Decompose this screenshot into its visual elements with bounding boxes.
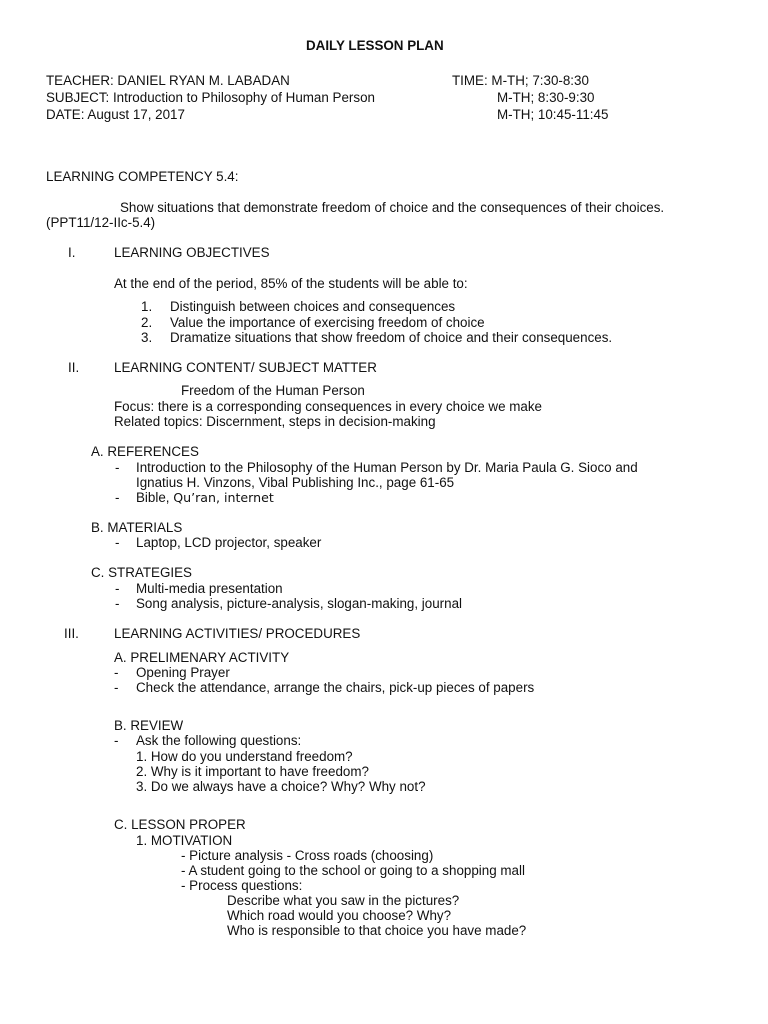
objectives-intro: At the end of the period, 85% of the students will be able to:: [114, 276, 468, 291]
activities-heading: LEARNING ACTIVITIES/ PROCEDURES: [114, 626, 361, 641]
section-number: I.: [68, 245, 76, 260]
objectives-heading: LEARNING OBJECTIVES: [114, 245, 270, 260]
reference-item-cont: Ignatius H. Vinzons, Vibal Publishing Inc., page 61-65: [136, 475, 455, 490]
bullet-dash: -: [115, 490, 120, 505]
section-number: II.: [68, 360, 80, 375]
list-number: 2.: [141, 315, 153, 330]
process-question: Who is responsible to that choice you have made?: [227, 923, 527, 938]
reference-quran: Qu’ran, internet: [173, 490, 274, 505]
bullet-dash: -: [115, 581, 120, 596]
review-question: 1. How do you understand freedom?: [136, 749, 353, 764]
objective-item: Distinguish between choices and consequences: [170, 299, 456, 314]
preliminary-item: Opening Prayer: [136, 665, 230, 680]
motivation-item: - Picture analysis - Cross roads (choosing): [181, 848, 434, 863]
strategy-item: Multi-media presentation: [136, 581, 283, 596]
document-title: DAILY LESSON PLAN: [306, 38, 444, 53]
reference-bible: Bible,: [136, 490, 174, 505]
list-number: 1.: [141, 299, 153, 314]
strategy-item: Song analysis, picture-analysis, slogan-making, journal: [136, 596, 463, 611]
competency-text: Show situations that demonstrate freedom of choice and the consequences of their choices.: [120, 200, 665, 215]
teacher-line: TEACHER: DANIEL RYAN M. LABADAN: [46, 73, 290, 88]
section-number: III.: [64, 626, 79, 641]
reference-item: Introduction to the Philosophy of the Human Person by Dr. Maria Paula G. Sioco and: [136, 460, 638, 475]
content-topic: Freedom of the Human Person: [181, 383, 365, 398]
subject-line: SUBJECT: Introduction to Philosophy of Human Person: [46, 90, 375, 105]
motivation-item: - A student going to the school or going to a shopping mall: [181, 863, 525, 878]
motivation-item: - Process questions:: [181, 878, 303, 893]
materials-label: B. MATERIALS: [91, 520, 183, 535]
bullet-dash: -: [114, 680, 119, 695]
competency-code: (PPT11/12-IIc-5.4): [46, 215, 156, 230]
bullet-dash: -: [114, 733, 119, 748]
materials-item: Laptop, LCD projector, speaker: [136, 535, 322, 550]
lesson-proper-label: C. LESSON PROPER: [114, 817, 246, 832]
strategies-label: C. STRATEGIES: [91, 565, 192, 580]
date-line: DATE: August 17, 2017: [46, 107, 185, 122]
review-label: B. REVIEW: [114, 718, 184, 733]
review-question: 3. Do we always have a choice? Why? Why not?: [136, 779, 426, 794]
time-line-3: M-TH; 10:45-11:45: [497, 107, 609, 122]
time-line-2: M-TH; 8:30-9:30: [497, 90, 595, 105]
bullet-dash: -: [114, 665, 119, 680]
objective-item: Value the importance of exercising freedom of choice: [170, 315, 485, 330]
bullet-dash: -: [115, 460, 120, 475]
list-number: 3.: [141, 330, 153, 345]
time-line-1: TIME: M-TH; 7:30-8:30: [452, 73, 589, 88]
bullet-dash: -: [115, 535, 120, 550]
references-label: A. REFERENCES: [91, 444, 199, 459]
motivation-label: 1. MOTIVATION: [136, 833, 233, 848]
reference-item-2: [136, 490, 274, 506]
competency-label: LEARNING COMPETENCY 5.4:: [46, 169, 239, 184]
preliminary-item: Check the attendance, arrange the chairs, pick-up pieces of papers: [136, 680, 535, 695]
content-heading: LEARNING CONTENT/ SUBJECT MATTER: [114, 360, 377, 375]
bullet-dash: -: [115, 596, 120, 611]
preliminary-label: A. PRELIMENARY ACTIVITY: [114, 650, 290, 665]
review-item: Ask the following questions:: [136, 733, 302, 748]
process-question: Which road would you choose? Why?: [227, 908, 452, 923]
review-question: 2. Why is it important to have freedom?: [136, 764, 369, 779]
content-related: Related topics: Discernment, steps in decision-making: [114, 414, 436, 429]
process-question: Describe what you saw in the pictures?: [227, 893, 460, 908]
objective-item: Dramatize situations that show freedom of choice and their consequences.: [170, 330, 613, 345]
content-focus: Focus: there is a corresponding consequences in every choice we make: [114, 399, 542, 414]
